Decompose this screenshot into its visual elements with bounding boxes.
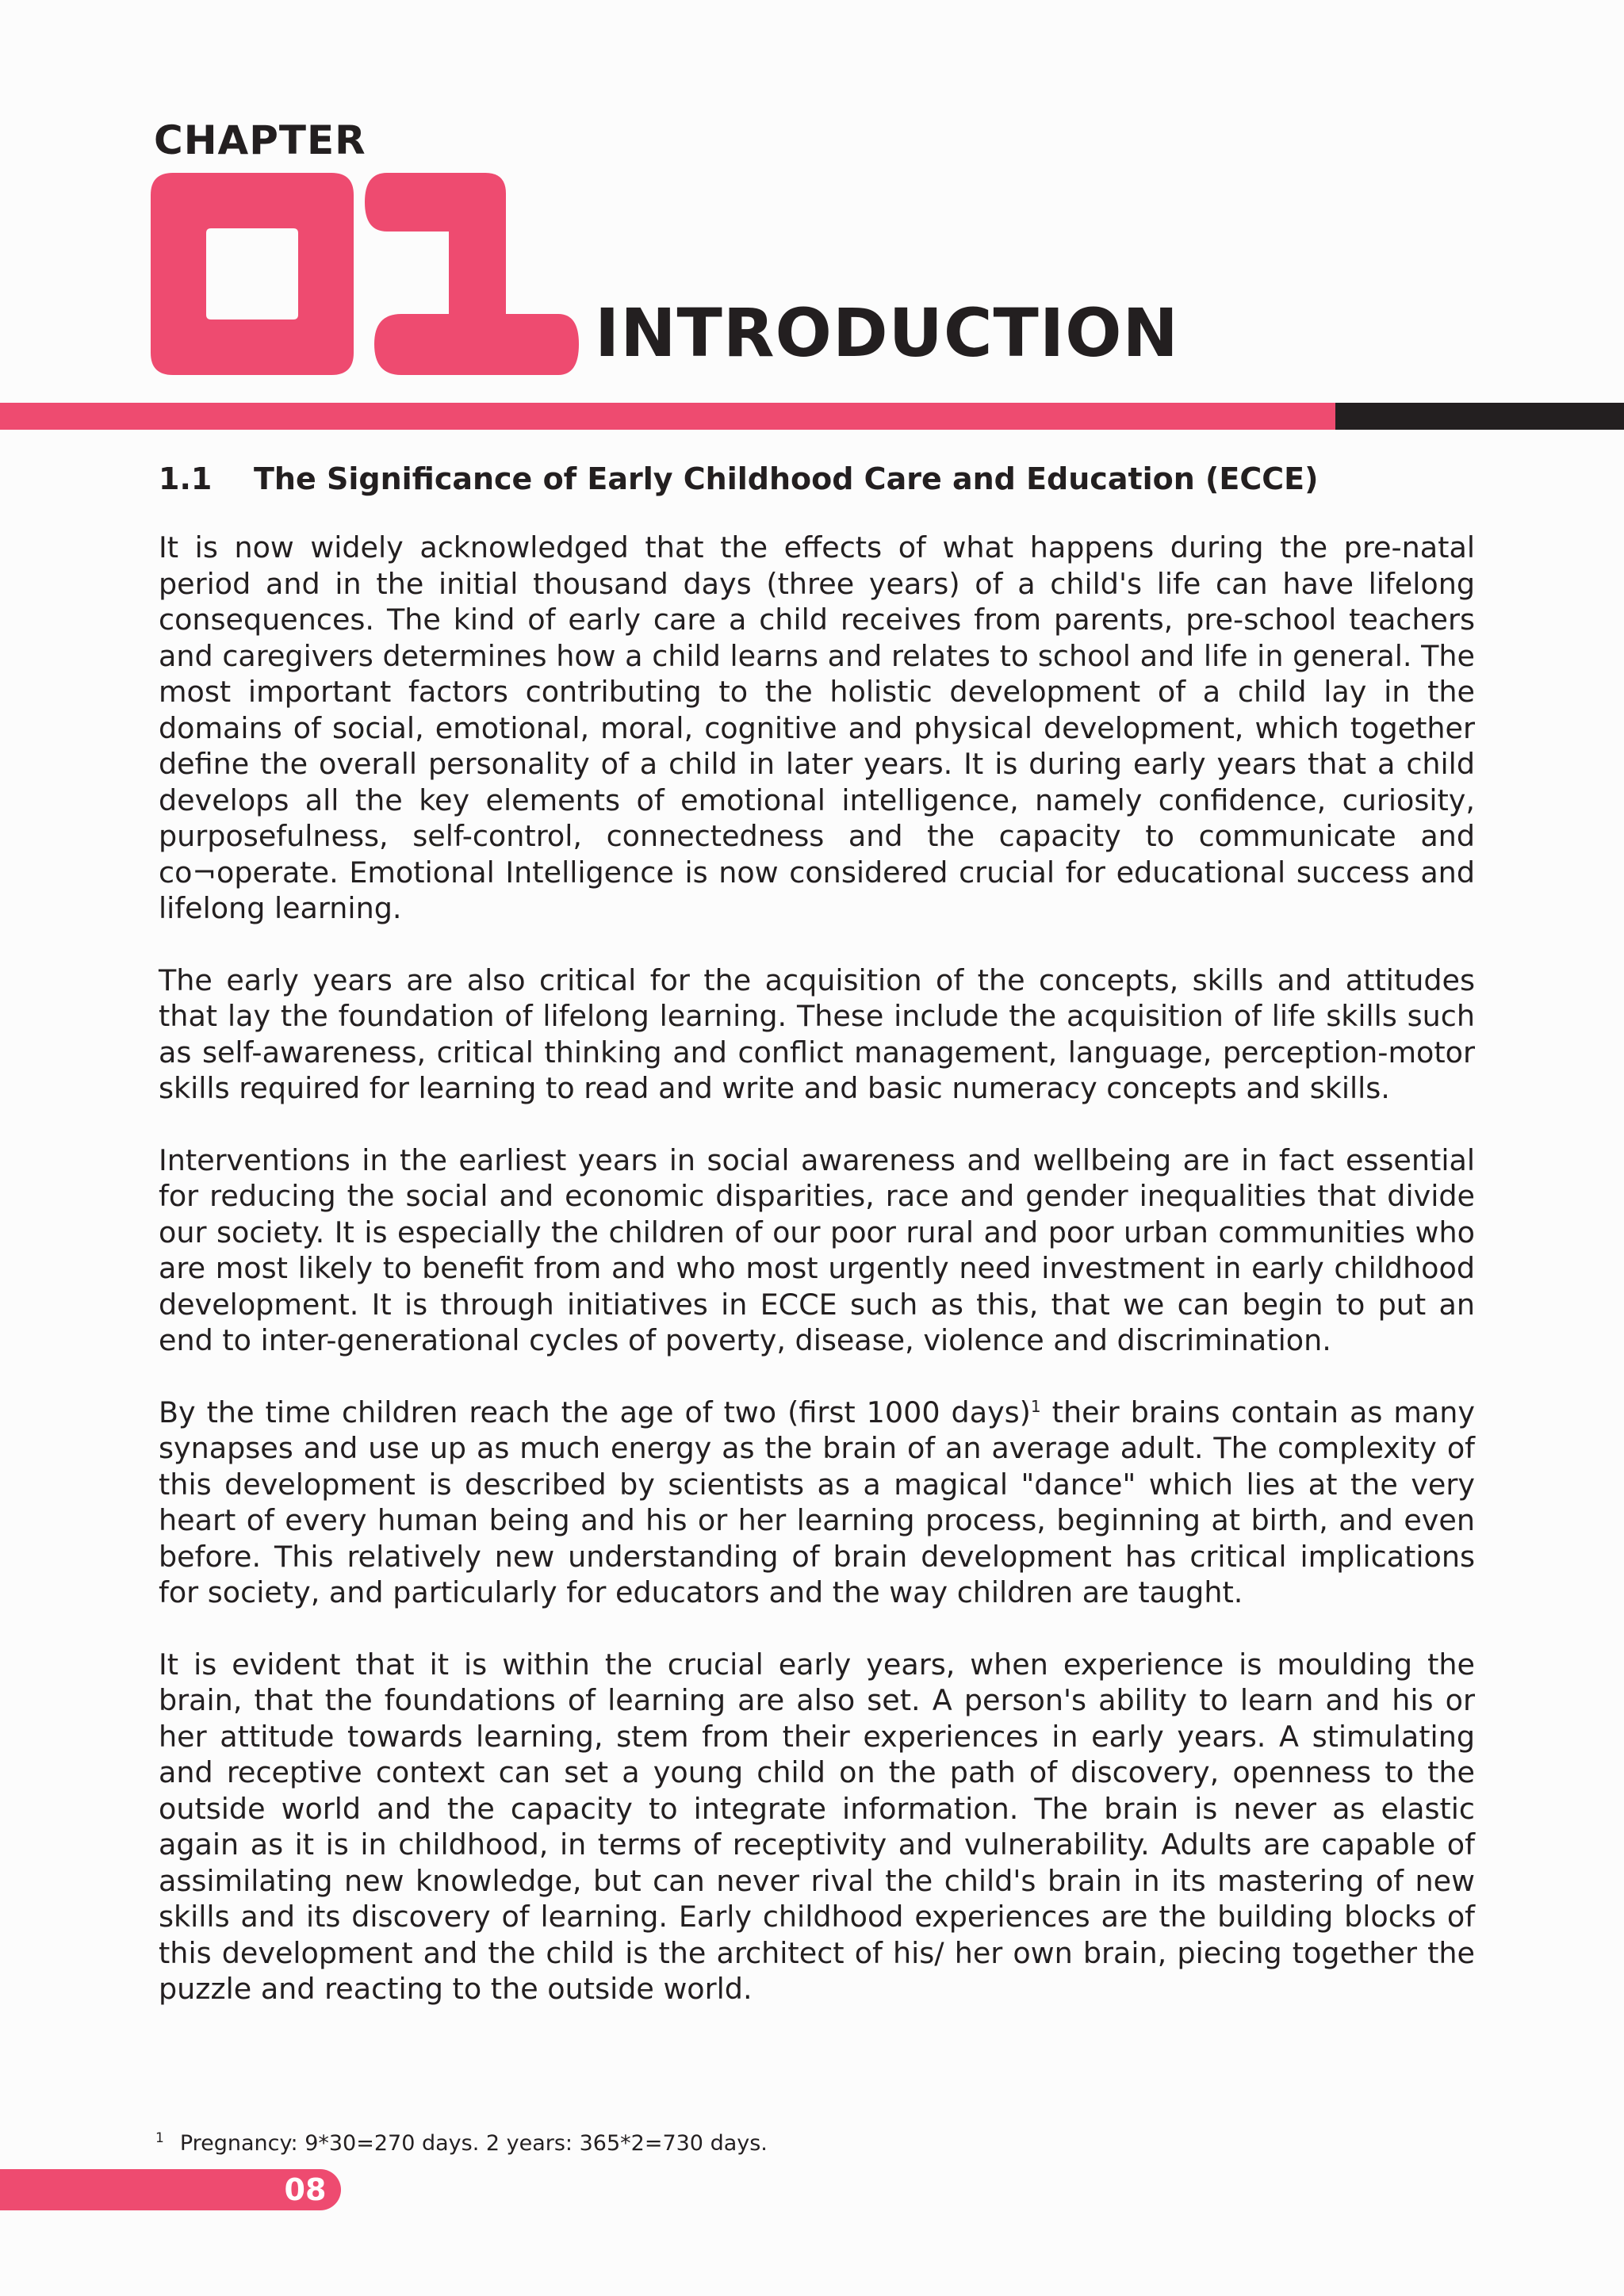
chapter-number-zero — [151, 173, 354, 375]
chapter-number-graphic — [151, 173, 579, 375]
section-number: 1.1 — [159, 461, 213, 496]
paragraph: It is now widely acknowledged that the effects of what happens during the pre-natal period and in the initial thousand days (three years) of a child's life can have lifelong consequences. The kind of early care a child receives from parents, pre-school teachers and caregivers determines how a child learns and relates to school and life in general. The most important factors contributing to the holistic development of a child lay in the domains of social, emotional, moral, cognitive and physical development, which together define the overall personality of a child in later years. It is during early years that a child develops all the key elements of emotional intelligence, namely confidence, curiosity, purposefulness, self-control, connectedness and the capacity to communicate and co¬operate. Emotional Intelligence is now considered crucial for educational success and lifelong learning. — [159, 530, 1475, 925]
paragraph: The early years are also critical for the acquisition of the concepts, skills and attitudes that lay the foundation of lifelong learning. These include the acquisition of life skills such as self-awareness, critical thinking and conflict management, language, perception-motor skills required for learning to read and write and basic numeracy concepts and skills. — [159, 962, 1475, 1105]
paragraph: Interventions in the earliest years in social awareness and wellbeing are in fact essential for reducing the social and economic disparities, race and gender inequalities that divide our society. It is especially the children of our poor rural and poor urban communities who are most likely to benefit from and who most urgently need investment in early childhood development. It is through initiatives in ECCE such as this, that we can begin to put an end to inter-generational cycles of poverty, disease, violence and discrimination. — [159, 1142, 1475, 1357]
chapter-number-one — [365, 173, 579, 375]
paragraph-text: By the time children reach the age of two (first 1000 days) — [159, 1395, 1031, 1429]
body-text — [159, 530, 1475, 2043]
chapter-label: CHAPTER — [154, 117, 366, 163]
paragraph-text: their brains contain as many synapses and use up as much energy as the brain of an average adult. The complexity of this development is described by scientists as a magical "dance" which lies at the very heart of every human being and his or her learning process, beginning at birth, and even before. This relatively new understanding of brain development has critical implications for society, and particularly for educators and the way children are taught. — [159, 1395, 1475, 1609]
chapter-title: INTRODUCTION — [595, 294, 1179, 372]
paragraph: It is evident that it is within the crucial early years, when experience is moulding the brain, that the foundations of learning are also set. A person's ability to learn and his or her attitude towards learning, stem from their experiences in early years. A stimulating and receptive context can set a young child on the path of discovery, openness to the outside world and the capacity to integrate information. The brain is never as elastic again as it is in childhood, in terms of receptivity and vulnerability. Adults are capable of assimilating new knowledge, but can never rival the child's brain in its mastering of new skills and its discovery of learning. Early childhood experiences are the building blocks of this development and the child is the architect of his/ her own brain, piecing together the puzzle and reacting to the outside world. — [159, 1647, 1475, 2006]
footnote-reference[interactable]: 1 — [1030, 1396, 1041, 1416]
paragraph — [159, 1395, 1475, 1611]
section-heading — [159, 458, 1475, 499]
header-rule-dark — [1335, 403, 1624, 430]
footnote-mark: 1 — [155, 2130, 164, 2146]
section-title: The Significance of Early Childhood Care and Education (ECCE) — [254, 461, 1319, 496]
footnote-text: Pregnancy: 9*30=270 days. 2 years: 365*2=730 days. — [179, 2131, 768, 2156]
footnote — [155, 2123, 1472, 2159]
page-number: 08 — [284, 2172, 327, 2207]
header-rule-accent — [0, 403, 1335, 430]
